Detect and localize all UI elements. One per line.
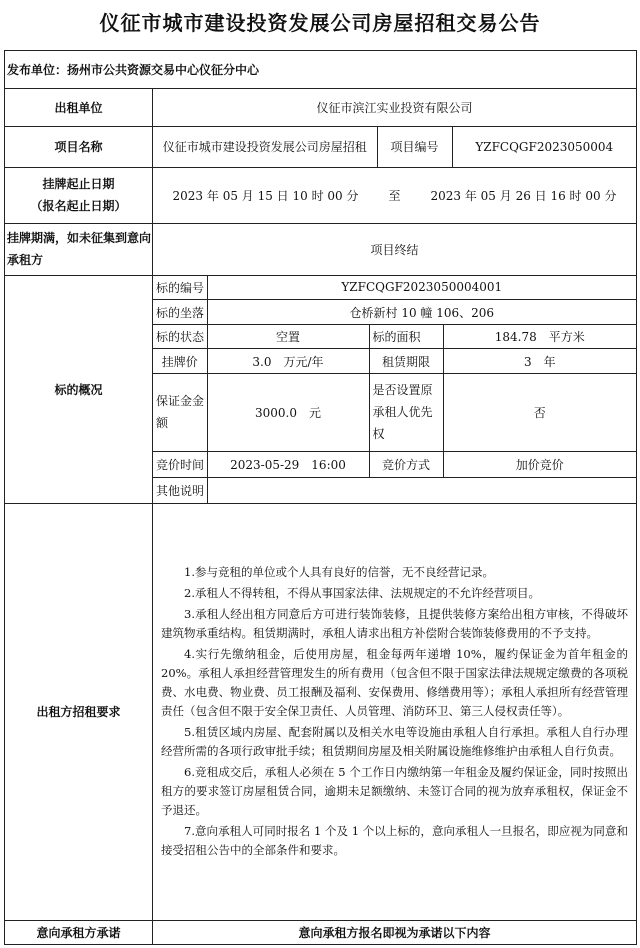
project-no-value: YZFCQGF2023050004 — [475, 139, 614, 154]
deposit-label: 保证金金额 — [153, 373, 207, 451]
requirements-list — [153, 503, 637, 920]
bid-time-label: 竞价时间 — [153, 451, 207, 478]
lease-term-value: 3 年 — [443, 349, 636, 373]
other-notes-value — [207, 478, 636, 503]
project-row — [153, 126, 637, 167]
listing-date-label — [5, 167, 153, 223]
page-title: 仪征市城市建设投资发展公司房屋招租交易公告 — [99, 11, 541, 35]
listing-start: 2023 年 05 月 15 日 10 时 00 分 — [172, 188, 359, 203]
subject-area-label: 标的面积 — [369, 324, 443, 348]
requirement-item: 3.承租人经出租方同意后方可进行装饰装修，且提供装修方案给出租方审核，不得破坏建筑物承重结构。租赁期满时，承租人请求出租方补偿附合装饰装修费用的不予支持。 — [161, 606, 628, 640]
project-no-label: 项目编号 — [377, 127, 452, 167]
lessor-value: 仪征市滨江实业投资有限公司 — [153, 88, 637, 126]
subject-no-value: YZFCQGF2023050004001 — [207, 276, 636, 300]
subject-area-value: 184.78 平方米 — [443, 324, 636, 348]
requirement-item: 2.承租人不得转租，不得从事国家法律、法规规定的不允许经营项目。 — [184, 585, 540, 600]
requirement-item: 5.租赁区域内房屋、配套附属以及相关水电等设施由承租人自行承担。承租人自行办理经营所需的各项行政审批手续；租赁期间房屋及相关附属设施维修维护由承租人自行负责。 — [161, 724, 628, 758]
requirements-label: 出租方招租要求 — [5, 503, 153, 920]
announcement-table-frame — [4, 44, 636, 948]
priority-label: 是否设置原承租人优先权 — [369, 373, 443, 451]
subject-status-value: 空置 — [207, 324, 369, 348]
expiry-value: 项目终结 — [153, 223, 637, 275]
requirement-item: 4.实行先缴纳租金，后使用房屋，租金每两年递增 10%，履约保证金为首年租金的 20%。承租人承担经营管理发生的所有费用（包含但不限于国家法律法规规定缴费的各项税费、水电费、物业费、员工报酬及福利、安保费用、修缮费用等）；承租人承担所有经营管理责任（包含但不限于安全保卫责任、人员管理、消防环卫、第三人侵权责任等）。 — [161, 646, 628, 718]
requirement-item: 7.意向承租人可同时报名 1 个及 1 个以上标的，意向承租人一旦报名，即应视为同意和接受招租公告中的全部条件和要求。 — [161, 823, 628, 857]
project-name-value: 仪征市城市建设投资发展公司房屋招租 — [153, 127, 377, 167]
lessor-label: 出租单位 — [5, 88, 153, 126]
listing-end: 2023 年 05 月 26 日 16 时 00 分 — [430, 188, 617, 203]
deposit-value: 3000.0 元 — [207, 373, 369, 451]
listing-date-label-line2: （报名起止日期） — [30, 199, 127, 213]
expiry-label: 挂牌期满，如未征集到意向承租方 — [5, 223, 153, 275]
bid-time-value: 2023-05-29 16:00 — [207, 451, 369, 478]
other-notes-label: 其他说明 — [153, 478, 207, 503]
requirement-item: 1.参与竞租的单位或个人具有良好的信誉，无不良经营记录。 — [184, 564, 494, 579]
subject-location-label: 标的坐落 — [153, 300, 207, 324]
announcement-table — [4, 44, 637, 945]
requirement-item: 6.竞租成交后，承租人必须在 5 个工作日内缴纳第一年租金及履约保证金，同时按照出租方的要求签订房屋租赁合同，逾期未足额缴纳、未签订合同的视为放弃承租权，保证金不予退还。 — [161, 764, 628, 817]
bid-method-label: 竞价方式 — [369, 451, 443, 478]
listing-date-value — [153, 167, 637, 223]
listing-price-label: 挂牌价 — [153, 349, 207, 373]
project-name-label: 项目名称 — [5, 126, 153, 167]
subject-table — [153, 276, 636, 503]
commitment-label: 意向承租方承诺 — [5, 920, 153, 944]
subject-status-label: 标的状态 — [153, 324, 207, 348]
priority-value: 否 — [443, 373, 636, 451]
bid-method-value: 加价竞价 — [443, 451, 636, 478]
overview-cell — [153, 275, 637, 503]
listing-to: 至 — [388, 188, 401, 203]
commitment-value: 意向承租方报名即视为承诺以下内容 — [153, 920, 637, 944]
lease-term-label: 租赁期限 — [369, 349, 443, 373]
overview-label: 标的概况 — [5, 275, 153, 503]
listing-price-value: 3.0 万元/年 — [207, 349, 369, 373]
publisher: 发布单位：扬州市公共资源交易中心仪征分中心 — [5, 50, 637, 88]
subject-no-label: 标的编号 — [153, 276, 207, 300]
subject-location-value: 仓桥新村 10 幢 106、206 — [207, 300, 636, 324]
listing-date-label-line1: 挂牌起止日期 — [42, 177, 115, 191]
